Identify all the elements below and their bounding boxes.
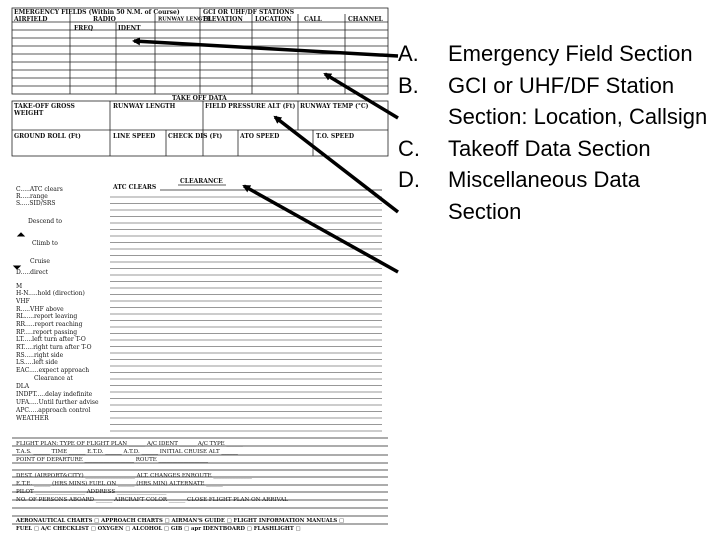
legend-text: Takeoff Data Section xyxy=(448,135,651,161)
clearance-abbrev-item: RP.....report passing xyxy=(16,329,78,336)
legend-text: Emergency Field Section xyxy=(448,41,693,66)
legend-text: Miscellaneous Data Section xyxy=(448,167,640,224)
legend-item-a xyxy=(398,38,718,70)
clearance-abbrev-item: APC.....approach control xyxy=(16,407,91,414)
legend-item-c xyxy=(398,133,718,165)
section-legend xyxy=(398,38,718,227)
flight-plan-line: T.A.S. ______ TIME ______ E.T.D. ______ A.T.D. ______ INITIAL CRUISE ALT ______ xyxy=(16,449,238,455)
runway-length-label: RUNWAY LENGTH xyxy=(113,103,176,110)
check-dis-label: CHECK DIS (Ft) xyxy=(168,133,223,140)
clearance-abbrev-item: LT.....left turn after T-O xyxy=(16,336,86,343)
clearance-title: CLEARANCE xyxy=(180,178,223,185)
flight-plan-line: E.T.E. ______ (HRS MINS) FUEL ON ______ (HRS MIN) ALTERNATE ______ xyxy=(16,481,223,487)
clearance-abbrev-item: INDPT.....delay indefinite xyxy=(16,391,93,398)
clearance-abbrev-item: R.....range xyxy=(16,193,48,200)
ident-col: IDENT xyxy=(118,25,141,32)
runway-length-col: RUNWAY LENGTH xyxy=(158,16,211,22)
takeoff-gross-weight-label: TAKE-OFF GROSS WEIGHT xyxy=(14,103,75,117)
line-speed-label: LINE SPEED xyxy=(113,133,156,140)
clearance-abbrev-item: VHF xyxy=(16,298,30,305)
ato-speed-label: ATO SPEED xyxy=(240,133,280,140)
clearance-abbrev-item: Descend to xyxy=(28,218,62,225)
legend-letter: A. xyxy=(398,41,419,66)
preflight-checklist-line: AERONAUTICAL CHARTS □ APPROACH CHARTS □ AIRMAN'S GUIDE □ FLIGHT INFORMATION MANUALS □ xyxy=(16,518,345,524)
clearance-abbrev-item: LS.....left side xyxy=(16,359,58,366)
clearance-abbrev-item: Clearance at xyxy=(34,375,73,382)
clearance-abbrev-item: C.....ATC clears xyxy=(16,186,63,193)
call-col: CALL xyxy=(304,16,322,23)
flight-plan-line: DEST. (AIRPORT&CITY) __________________ ALT. CHANGES ENROUTE ______________ xyxy=(16,473,252,479)
clearance-abbrev-item: UFA.....Until further advise xyxy=(16,399,99,406)
clearance-abbrev-item: RR.....report reaching xyxy=(16,321,83,328)
takeoff-data-title: TAKE OFF DATA xyxy=(172,95,227,102)
clearance-abbrev-item: EAC.....expect approach xyxy=(16,367,90,374)
clearance-abbrev-item: Cruise xyxy=(30,258,50,265)
runway-temp-label: RUNWAY TEMP (°C) xyxy=(300,103,369,110)
legend-item-b xyxy=(398,70,718,133)
clearance-abbrev-item: DLA xyxy=(16,383,30,390)
gci-stations-title: GCI OR UHF/DF STATIONS xyxy=(203,9,295,16)
flight-plan-line: PILOT __________________ ADDRESS __________________ xyxy=(16,489,167,495)
ground-roll-label: GROUND ROLL (Ft) xyxy=(14,133,81,140)
elevation-col: ELEVATION xyxy=(203,16,243,23)
legend-letter: C. xyxy=(398,135,420,161)
clearance-abbrev-item: RS.....right side xyxy=(16,352,64,359)
radio-col: RADIO xyxy=(93,16,116,23)
clearance-abbrev-item: H-N.....hold (direction) xyxy=(16,290,85,297)
clearance-abbrev-item: RT.....right turn after T-O xyxy=(16,344,92,351)
freq-col: FREQ xyxy=(74,25,94,32)
legend-letter: D. xyxy=(398,167,420,192)
clearance-abbrev-item: S.....SID/SRS xyxy=(16,200,56,207)
flight-plan-line: NO. OF PERSONS ABOARD ______ AIRCRAFT COLOR ______ CLOSE FLIGHT PLAN ON ARRIVAL xyxy=(16,497,288,503)
clearance-abbrev-item: Climb to xyxy=(32,240,58,247)
atc-clears-label: ATC CLEARS xyxy=(113,184,157,191)
legend-item-d xyxy=(398,164,718,227)
flight-plan-line: FLIGHT PLAN: TYPE OF FLIGHT PLAN ______ A/C IDENT ______ A/C TYPE ______ xyxy=(16,441,243,447)
location-col: LOCATION xyxy=(255,16,292,23)
legend-text: GCI or UHF/DF Station Section: Location, Callsign xyxy=(448,72,708,129)
legend-letter: B. xyxy=(398,72,419,98)
to-speed-label: T.O. SPEED xyxy=(316,133,355,140)
emergency-fields-title: EMERGENCY FIELDS (Within 50 N.M. of Course) xyxy=(14,9,180,16)
flight-plan-line: POINT OF DEPARTURE __________________ ROUTE __________________ xyxy=(16,457,208,463)
field-pressure-alt-label: FIELD PRESSURE ALT (Ft) xyxy=(205,103,296,110)
clearance-abbrev-item: M xyxy=(16,283,23,290)
channel-col: CHANNEL xyxy=(348,16,383,23)
preflight-checklist-line: FUEL □ A/C CHECKLIST □ OXYGEN □ ALCOHOL □ GIB □ apr IDENTBOARD □ FLASHLIGHT □ xyxy=(16,526,301,532)
clearance-abbrev-item: WEATHER xyxy=(16,415,49,422)
clearance-abbrev-item: RL.....report leaving xyxy=(16,313,78,320)
clearance-abbrev-item: D.....direct xyxy=(16,269,49,276)
airfield-col: AIRFIELD xyxy=(14,16,48,23)
clearance-abbrev-item: R.....VHF above xyxy=(16,306,64,313)
